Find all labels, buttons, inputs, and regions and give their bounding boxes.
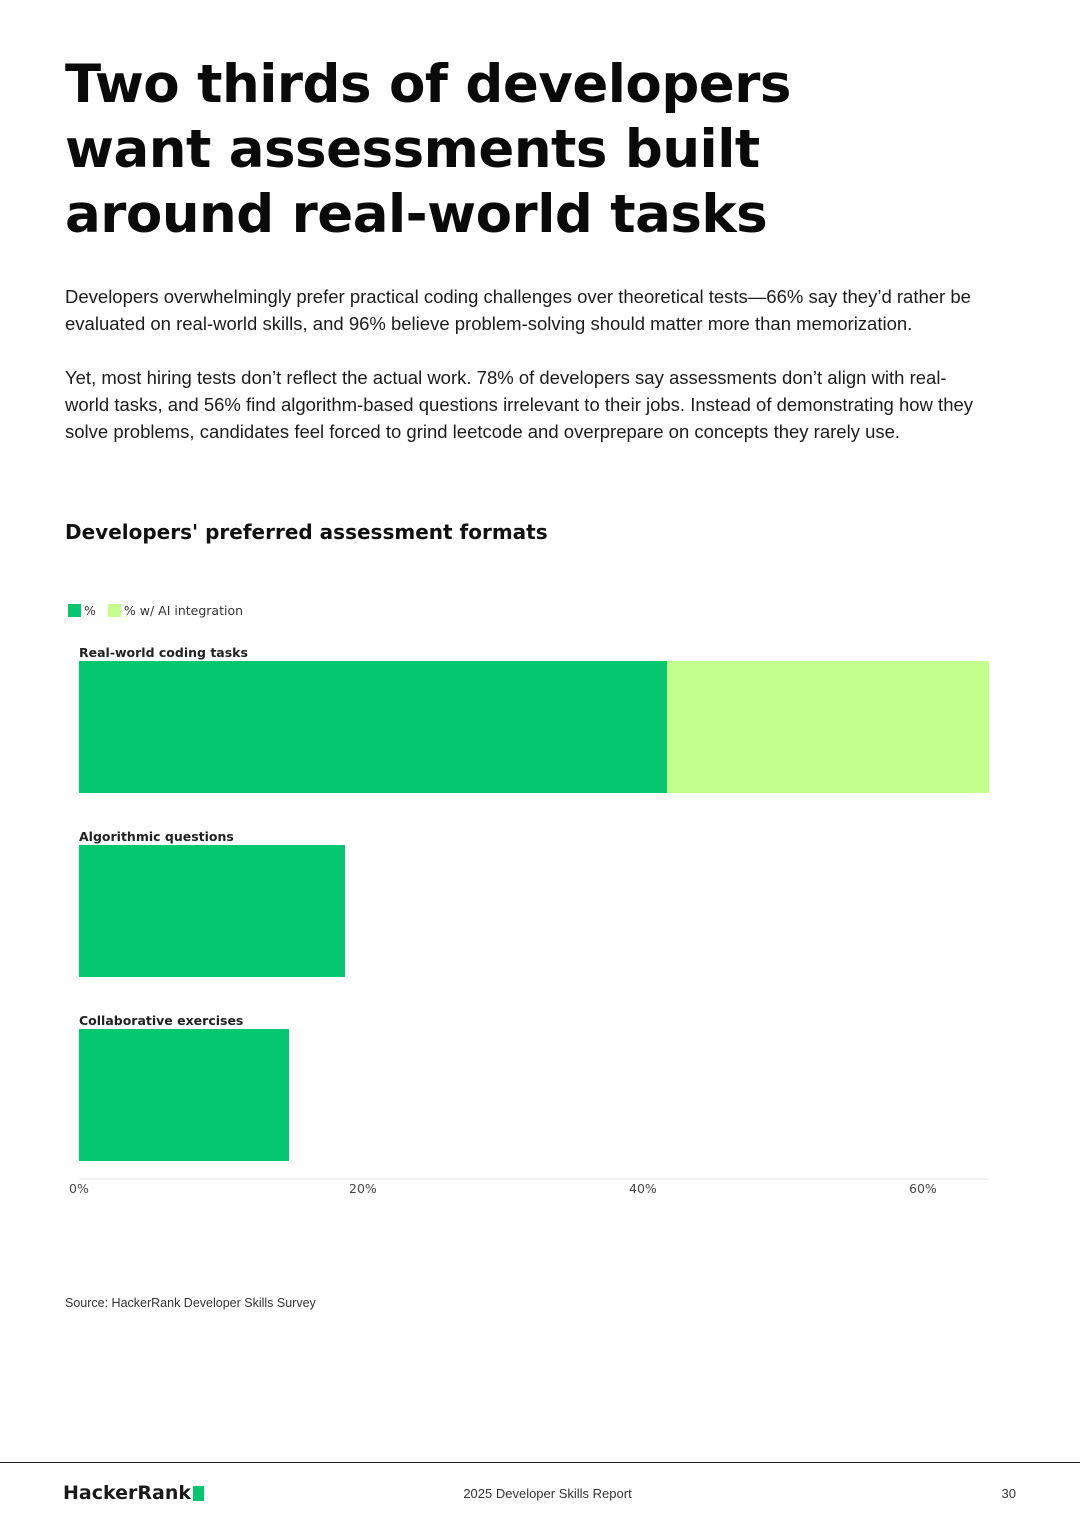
bar-algorithmic-questions-series-0 bbox=[79, 845, 345, 977]
chart-legend bbox=[68, 603, 255, 618]
bar-real-world-coding-tasks-series-1 bbox=[667, 661, 989, 793]
legend-label-ai-integration: % w/ AI integration bbox=[123, 603, 244, 618]
bar-collaborative-exercises-series-0 bbox=[79, 1029, 289, 1161]
chart-title: Developers' preferred assessment formats bbox=[65, 520, 548, 544]
category-label-algorithmic-questions: Algorithmic questions bbox=[79, 829, 234, 844]
x-tick-label-60: 60% bbox=[909, 1181, 937, 1196]
page-headline: Two thirds of developers want assessments built around real-world tasks bbox=[65, 54, 791, 245]
report-name: 2025 Developer Skills Report bbox=[463, 1486, 632, 1501]
legend-label-percent: % bbox=[84, 603, 96, 618]
source-note: Source: HackerRank Developer Skills Survey bbox=[65, 1296, 316, 1310]
legend-swatch-percent bbox=[68, 604, 81, 617]
page-number: 30 bbox=[1001, 1486, 1016, 1501]
logo-text: HackerRank bbox=[63, 1482, 191, 1504]
legend-item-ai-integration bbox=[108, 603, 243, 618]
bar-real-world-coding-tasks-series-0 bbox=[79, 661, 667, 793]
legend-swatch-ai-integration bbox=[108, 604, 121, 617]
x-tick-label-0: 0% bbox=[69, 1181, 89, 1196]
intro-paragraph-1: Developers overwhelmingly prefer practical coding challenges over theoretical tests—66% say they’d rather be evaluated on real-world skills, and 96% believe problem-solving should matter more than memorization. bbox=[65, 286, 971, 334]
intro-paragraph-2: Yet, most hiring tests don’t reflect the actual work. 78% of developers say assessments don’t align with real-world tasks, and 56% find algorithm-based questions irrelevant to their jobs. Instead of demonstrating how they solve problems, candidates feel forced to grind leetcode and overprepare on concepts they rarely use. bbox=[65, 367, 974, 442]
category-label-real-world-coding-tasks: Real-world coding tasks bbox=[79, 645, 248, 660]
x-tick-label-20: 20% bbox=[349, 1181, 377, 1196]
x-tick-label-40: 40% bbox=[629, 1181, 657, 1196]
category-label-collaborative-exercises: Collaborative exercises bbox=[79, 1013, 244, 1028]
footer-divider bbox=[0, 1462, 1080, 1463]
legend-item-percent bbox=[68, 603, 96, 618]
